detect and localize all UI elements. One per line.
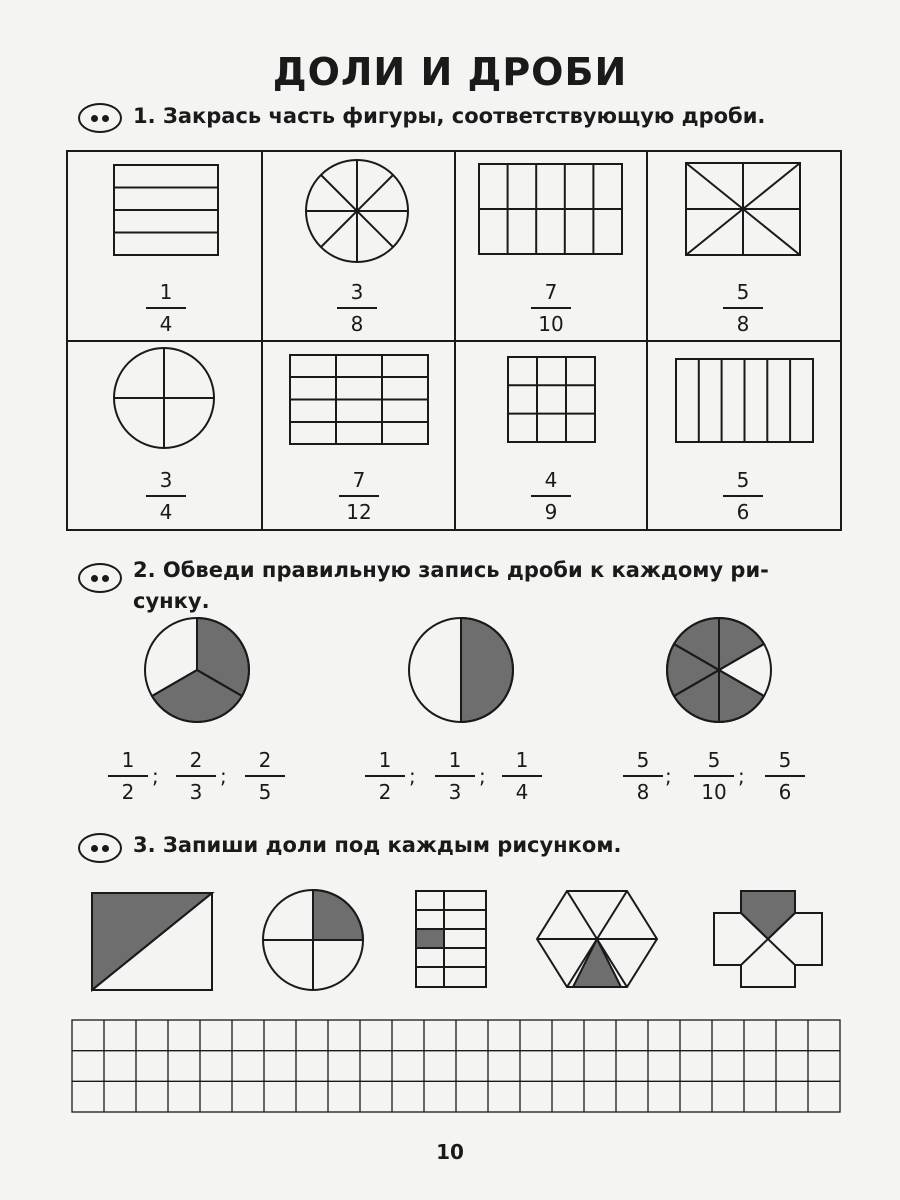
separator: ; xyxy=(479,764,486,788)
separator: ; xyxy=(220,764,227,788)
shape-rectangle-12-parts[interactable] xyxy=(290,355,428,444)
fraction: 5 6 xyxy=(713,468,773,524)
square-diagonal-shaded xyxy=(92,893,212,990)
shape-rectangle-6-parts[interactable] xyxy=(676,359,813,442)
fraction-option[interactable]: 2 3 xyxy=(166,748,226,804)
fraction: 7 12 xyxy=(329,468,389,524)
separator: ; xyxy=(409,764,416,788)
page-title: ДОЛИ И ДРОБИ xyxy=(272,50,628,94)
fraction-option[interactable]: 1 4 xyxy=(492,748,552,804)
fraction: 4 9 xyxy=(521,468,581,524)
shape-square-8-parts[interactable] xyxy=(686,163,800,255)
circle-quarter-shaded xyxy=(263,890,363,990)
page-number: 10 xyxy=(436,1140,464,1164)
shape-circle-4-parts[interactable] xyxy=(114,348,214,448)
fraction-option[interactable]: 5 8 xyxy=(613,748,673,804)
circle-sixths-shaded xyxy=(667,618,771,722)
fraction: 3 8 xyxy=(327,280,387,336)
separator: ; xyxy=(152,764,159,788)
task2-instruction-line1: 2. Обведи правильную запись дроби к каждому ри- xyxy=(133,558,769,582)
fraction: 7 10 xyxy=(521,280,581,336)
separator: ; xyxy=(738,764,745,788)
eyes-icon xyxy=(78,563,122,593)
shape-circle-8-parts[interactable] xyxy=(306,160,408,262)
circle-halves-shaded xyxy=(409,618,513,722)
shape-rectangle-10-parts[interactable] xyxy=(479,164,622,254)
hexagon-sixth-shaded xyxy=(537,891,657,987)
task3-instruction: 3. Запиши доли под каждым рисунком. xyxy=(133,833,622,857)
shape-rectangle-4-parts[interactable] xyxy=(114,165,218,255)
shape-square-9-parts[interactable] xyxy=(508,357,595,442)
cross-shape-shaded xyxy=(714,891,822,987)
fraction: 3 4 xyxy=(136,468,196,524)
eyes-icon xyxy=(78,833,122,863)
answer-grid[interactable] xyxy=(72,1020,840,1112)
fraction: 1 4 xyxy=(136,280,196,336)
task1-instruction: 1. Закрась часть фигуры, соответствующую дроби. xyxy=(133,104,766,128)
fraction-option[interactable]: 2 5 xyxy=(235,748,295,804)
fraction-option[interactable]: 1 3 xyxy=(425,748,485,804)
separator: ; xyxy=(665,764,672,788)
fraction-option[interactable]: 1 2 xyxy=(355,748,415,804)
grid-one-cell-shaded xyxy=(416,891,486,987)
fraction: 5 8 xyxy=(713,280,773,336)
fraction-option[interactable]: 1 2 xyxy=(98,748,158,804)
circle-thirds-shaded xyxy=(145,618,249,722)
fraction-option[interactable]: 5 10 xyxy=(684,748,744,804)
fraction-option[interactable]: 5 6 xyxy=(755,748,815,804)
task2-instruction-line2: сунку. xyxy=(133,589,210,613)
